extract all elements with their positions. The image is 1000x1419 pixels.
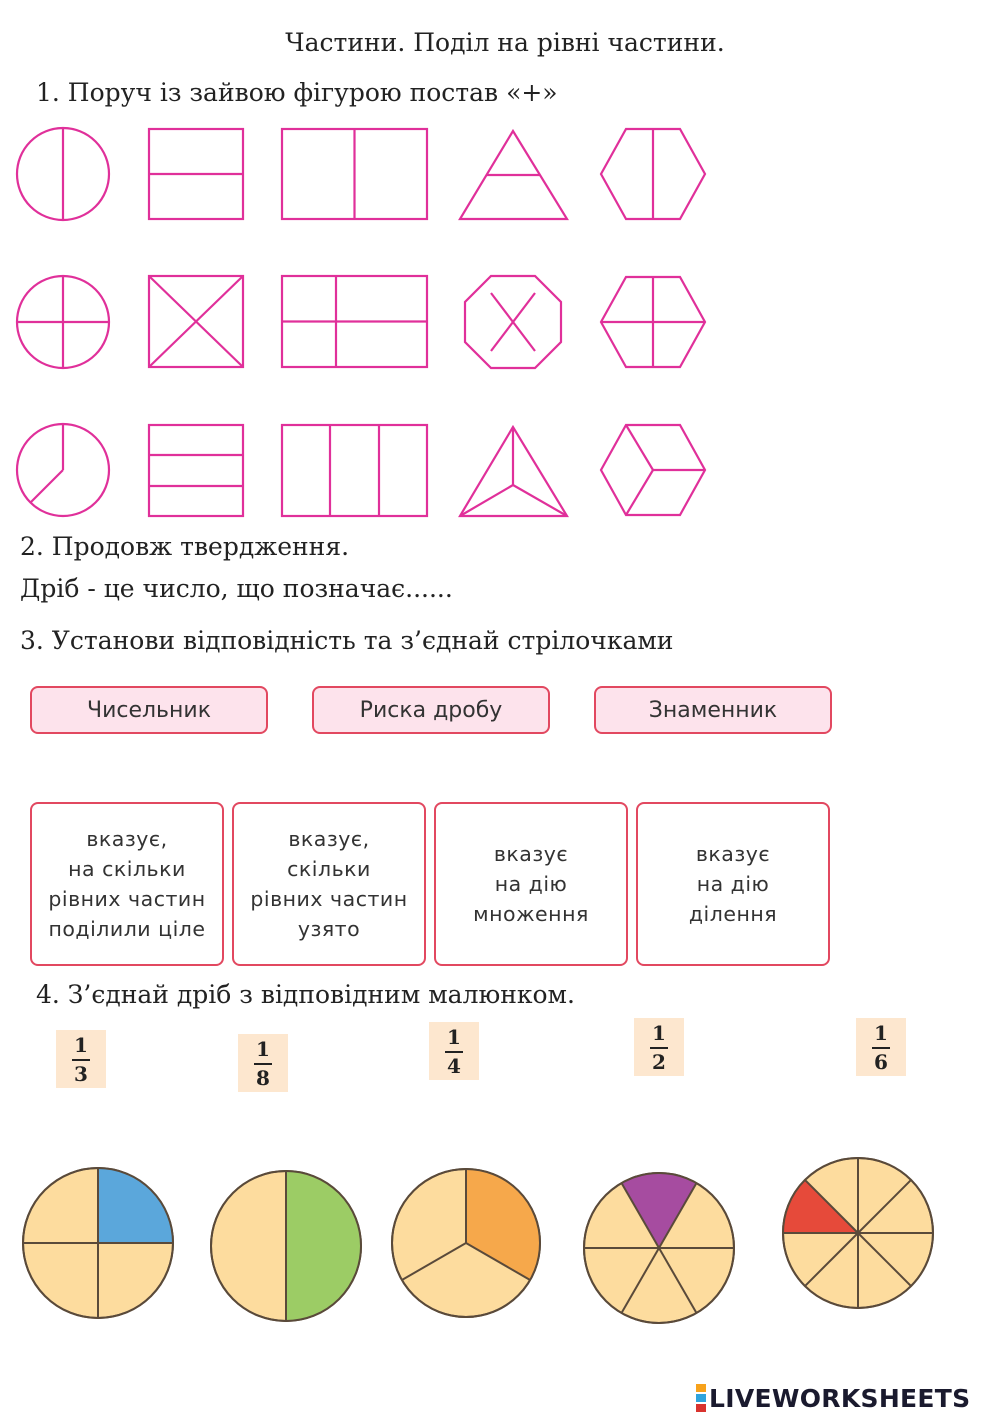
square-quarters-diagonal[interactable] [149, 276, 243, 367]
shapes-grid [0, 110, 760, 530]
liveworksheets-logo [696, 1383, 996, 1413]
circle-quarters[interactable] [17, 276, 109, 368]
fraction-denominator: 2 [652, 1049, 666, 1074]
fraction-numerator: 1 [74, 1032, 88, 1057]
fraction-line [650, 1047, 668, 1049]
fraction-circles [0, 1150, 1000, 1330]
fraction-numerator: 1 [652, 1020, 666, 1045]
fraction-denominator: 8 [256, 1065, 270, 1090]
fraction-circle-4[interactable] [584, 1173, 734, 1323]
hexagon-thirds[interactable] [601, 425, 705, 515]
description-card-3[interactable]: вказує на дію множення [434, 802, 628, 966]
task-3-heading: 3. Установи відповідність та з’єднай стрілочками [20, 626, 674, 655]
fraction-numerator: 1 [874, 1020, 888, 1045]
task-4-heading: 4. З’єднай дріб з відповідним малюнком. [36, 980, 575, 1009]
rectangle-thirds-vertical[interactable] [282, 425, 427, 516]
rectangle-halves-vertical[interactable] [282, 129, 427, 219]
fraction-card-1[interactable] [56, 1030, 106, 1088]
logo-mark-icon [696, 1383, 706, 1413]
fraction-card-4[interactable] [634, 1018, 684, 1076]
term-card-numerator[interactable]: Чисельник [30, 686, 268, 734]
triangle-thirds[interactable] [460, 427, 567, 516]
fraction-numerator: 1 [256, 1036, 270, 1061]
circle-thirds[interactable] [17, 424, 109, 516]
circle-halves[interactable] [17, 128, 109, 220]
description-card-4[interactable]: вказує на дію ділення [636, 802, 830, 966]
task-1-heading: 1. Поруч із зайвою фігурою постав «+» [36, 78, 558, 107]
fraction-line [445, 1051, 463, 1053]
square-thirds-horizontal[interactable] [149, 425, 243, 516]
task-2-statement[interactable]: Дріб - це число, що позначає...... [20, 574, 453, 603]
fraction-card-2[interactable] [238, 1034, 288, 1092]
fraction-line [872, 1047, 890, 1049]
fraction-circle-5[interactable] [783, 1158, 933, 1308]
fraction-circle-1[interactable] [23, 1168, 173, 1318]
fraction-denominator: 3 [74, 1061, 88, 1086]
term-card-denominator[interactable]: Знаменник [594, 686, 832, 734]
shaded-sector [98, 1168, 173, 1243]
description-card-1[interactable]: вказує, на скільки рівних частин поділили ціле [30, 802, 224, 966]
logo-text: LIVEWORKSHEETS [709, 1383, 971, 1413]
description-card-2[interactable]: вказує, скільки рівних частин узято [232, 802, 426, 966]
fraction-circle-2[interactable] [211, 1171, 361, 1321]
triangle-halves[interactable] [460, 131, 567, 219]
fraction-circle-3[interactable] [392, 1169, 540, 1317]
hexagon-halves[interactable] [601, 129, 705, 219]
rectangle-quarters[interactable] [282, 276, 427, 367]
fraction-numerator: 1 [447, 1024, 461, 1049]
square-halves-horizontal[interactable] [149, 129, 243, 219]
page-title: Частини. Поділ на рівні частини. [285, 28, 725, 57]
hexagon-quarters[interactable] [601, 277, 705, 367]
fraction-card-5[interactable] [856, 1018, 906, 1076]
shaded-sector [286, 1171, 361, 1321]
fraction-denominator: 4 [447, 1053, 461, 1078]
fraction-denominator: 6 [874, 1049, 888, 1074]
term-card-fraction-bar[interactable]: Риска дробу [312, 686, 550, 734]
octagon-quarters[interactable] [465, 276, 561, 368]
task-2-heading: 2. Продовж твердження. [20, 532, 350, 561]
fraction-card-3[interactable] [429, 1022, 479, 1080]
fraction-line [72, 1059, 90, 1061]
fraction-line [254, 1063, 272, 1065]
